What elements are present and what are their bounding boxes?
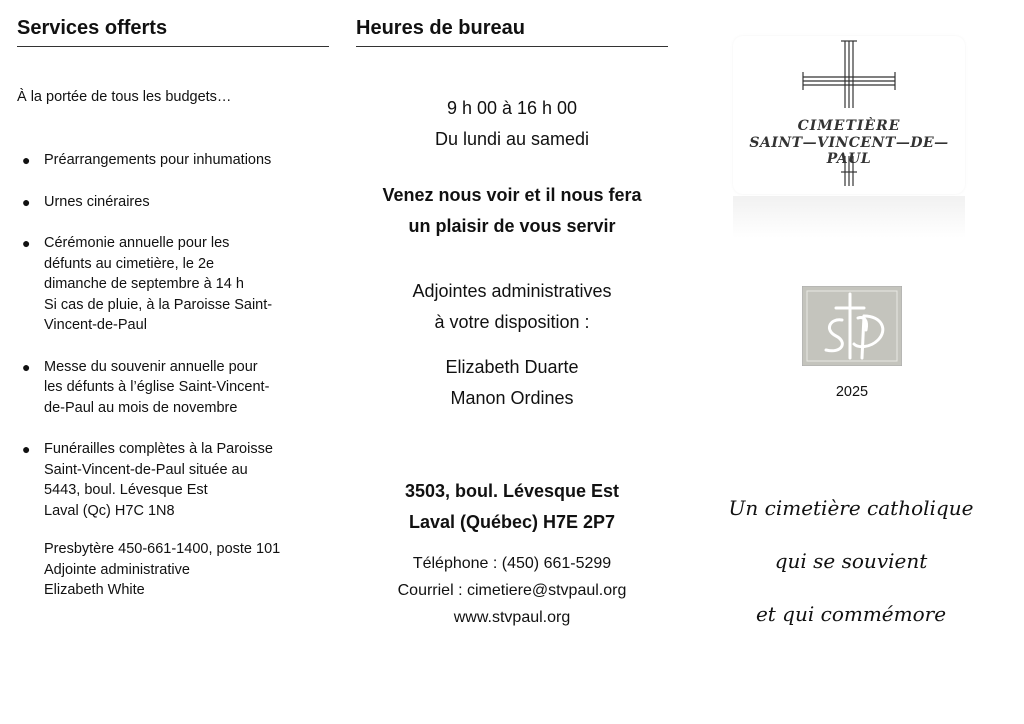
admin-names xyxy=(356,352,668,414)
tagline-line-1: Un cimetière catholique xyxy=(728,496,974,520)
bullet-icon: ● xyxy=(22,193,31,210)
service-line: Cérémonie annuelle pour les xyxy=(44,235,230,251)
cross-icon xyxy=(733,36,965,194)
services-list xyxy=(17,150,317,542)
admins-intro xyxy=(356,276,668,338)
service-line: Saint-Vincent-de-Paul située au xyxy=(44,461,248,478)
bullet-icon: ● xyxy=(22,152,31,168)
service-item-urnes xyxy=(17,192,317,213)
address-line-2: Laval (Québec) H7E 2P7 xyxy=(408,512,616,532)
presbytere-name: Elizabeth White xyxy=(44,582,145,598)
invite-line-1: Venez nous voir et il nous fera xyxy=(382,185,642,205)
service-line: dimanche de septembre à 14 h xyxy=(44,276,244,292)
office-hours xyxy=(356,93,668,155)
admin-name: Manon Ordines xyxy=(450,388,574,408)
service-line: Funérailles complètes à la Paroisse xyxy=(44,441,273,457)
office-address xyxy=(356,476,668,538)
service-item-prearrangements xyxy=(17,150,317,171)
website-link[interactable]: www.stvpaul.org xyxy=(453,609,571,626)
service-item-ceremonie xyxy=(17,233,317,336)
admins-line-1: Adjointes administratives xyxy=(412,281,612,301)
invite-line-2: un plaisir de vous servir xyxy=(408,216,616,236)
bullet-icon: ● xyxy=(22,441,31,457)
stvp-monogram-icon xyxy=(802,286,902,366)
logo-title: CIMETIÈRE xyxy=(797,118,901,134)
presbytere-phone: Presbytère 450-661-1400, poste 101 xyxy=(44,541,281,557)
presbytere-contact xyxy=(44,539,280,601)
tagline-line-3: et qui commémore xyxy=(755,602,947,626)
service-line: de-Paul au mois de novembre xyxy=(44,399,238,416)
service-line: Laval (Qc) H7C 1N8 xyxy=(44,502,175,519)
service-line: Vincent-de-Paul xyxy=(44,317,147,333)
office-contact xyxy=(356,550,668,631)
service-line: Messe du souvenir annuelle pour xyxy=(44,358,258,375)
tagline-line-2: qui se souvient xyxy=(774,549,928,573)
phone-number: Téléphone : (450) 661-5299 xyxy=(412,555,612,572)
address-line-1: 3503, boul. Lévesque Est xyxy=(404,481,620,501)
presbytere-role: Adjointe administrative xyxy=(44,561,190,578)
hours-days: Du lundi au samedi xyxy=(434,129,590,149)
admins-line-2: à votre disposition : xyxy=(434,312,590,332)
service-line: les défunts à l’église Saint-Vincent- xyxy=(44,379,270,395)
bullet-icon: ● xyxy=(22,358,31,375)
service-line: 5443, boul. Lévesque Est xyxy=(44,482,208,498)
admin-name: Elizabeth Duarte xyxy=(445,357,579,377)
service-line: défunts au cimetière, le 2e xyxy=(44,255,215,272)
email-address[interactable]: Courriel : cimetiere@stvpaul.org xyxy=(397,582,627,599)
hours-heading: Heures de bureau xyxy=(356,14,668,47)
service-line: Préarrangements pour inhumations xyxy=(44,152,272,168)
service-item-funerailles xyxy=(17,439,317,521)
invite-message xyxy=(356,180,668,242)
year-label: 2025 xyxy=(835,384,869,400)
service-line: Urnes cinéraires xyxy=(44,193,150,210)
bullet-icon: ● xyxy=(22,235,31,251)
logo-subtitle: SAINT—VINCENT—DE—PAUL xyxy=(749,135,949,167)
services-heading: Services offerts xyxy=(17,14,329,47)
service-item-messe xyxy=(17,357,317,419)
services-intro: À la portée de tous les budgets… xyxy=(17,89,232,105)
logo-reflection xyxy=(733,196,965,238)
hours-time: 9 h 00 à 16 h 00 xyxy=(446,98,578,118)
service-line: Si cas de pluie, à la Paroisse Saint- xyxy=(44,296,273,313)
